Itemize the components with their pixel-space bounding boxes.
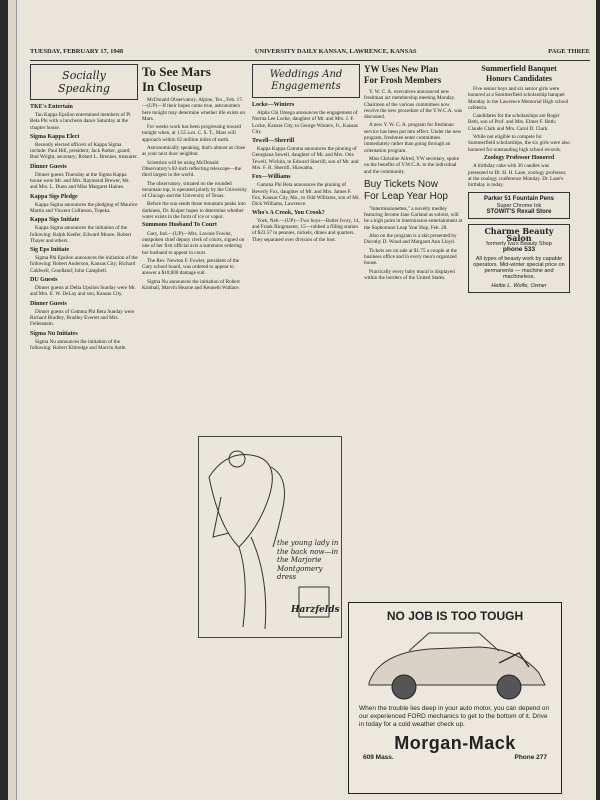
morgan-mack-contact: [349, 754, 561, 761]
crook-body: York, Neb.—(UP)—Two boys—Butler Ivory, 14, and Frank Ringmaster, 15—robbed a filling station of $23.57 in pennies, nickels, dimes and quarters. They separated over division of the loot.: [252, 217, 360, 243]
masthead: [30, 48, 590, 61]
socially-heading-line2: Speaking: [58, 82, 110, 95]
page-edge: [8, 0, 17, 800]
charme-ad: [468, 224, 570, 293]
society-item-body: Sigma Nu announces the initiation of the following: Robert Kittredge and Marvin Astle.: [30, 338, 127, 351]
zoology-body: A birthday cake with 36 candles was presented to Dr. H. H. Lane, zoology professor, at the zoology conference Monday. Dr. Lane's birthday is today.: [468, 163, 567, 189]
tickets-paragraph: Practically every baby mural is displayed within the borders of the United States.: [364, 268, 455, 281]
summerfield-paragraph: Five senior boys and six senior girls were honored at a Summerfield scholarship banquet Monday in the Lawrence Memorial High school cafeteria.: [468, 86, 569, 111]
society-item-body: Dinner guests at Delta Upsilon Sunday were Mr. and Mrs. E. W. DeLay and son, Kansas City.: [30, 285, 136, 298]
yw-paragraph: Y. W. C. A. executives announced new freshman act membership meeting Monday. Chairmen of the various committees now receive the new procedure of the Y.W.C.A. was discussed.: [364, 89, 463, 121]
masthead-title: UNIVERSITY DAILY KANSAN, LAWRENCE, KANSAS: [254, 48, 417, 55]
tickets-paragraph: Also on the program is a skit presented by Dorothy D. Wood and Margaret Ann Lloyd.: [364, 233, 457, 246]
yw-paragraph: A new Y. W. C. A. program for freshman service has been put into effect. Under the new program, freshmen enter committees immediately rather than going through an orientation program.: [364, 122, 462, 154]
tickets-paragraph: "Intermissionettes," a novelty medley featuring Jerome Jane Garland as soloist, will be a high point in intermission entertainment at the Sophomore Leap Year Hop, Feb. 28.: [364, 205, 463, 231]
column-society: [30, 64, 138, 794]
weddings-heading-line2: Engagements: [271, 81, 341, 92]
harzfelds-ad: [198, 436, 342, 638]
society-item-body: Tau Kappa Epsilon entertained members of Pi Beta Phi with a luncheon dance Saturday at the chapter house.: [30, 112, 131, 131]
newspaper-page: [8, 0, 596, 800]
summons-paragraph: The Rev. Newton F. Fowler, president of the Gary school board, was ordered to appear to answer a $10,000 damage suit.: [142, 257, 240, 277]
crook-headline: Who's A Crook, You Crook?: [252, 209, 325, 216]
tickets-headline: Buy Tickets Now For Leap Year Hop: [364, 178, 448, 202]
mars-paragraph: Astronomically speaking, that's almost as close as your next door neighbor.: [142, 145, 246, 158]
society-item-body: Dinner guests of Gamma Phi Beta Sunday were Richard Bradley, Bradley Everett and Mrs. Fellenstein.: [30, 308, 135, 328]
charme-ad-subtitle: formerly Iva's Beauty Shop: [486, 240, 552, 247]
charme-ad-title: Charme Beauty Salon: [484, 226, 554, 243]
socially-speaking-box: [30, 64, 138, 100]
summerfield-paragraph: Candidates for the scholarships are Roger Beth, son of Prof. and Mrs. Elmer F. Beth; Claude Clark and Mrs. Carol D. Clark.: [468, 113, 560, 132]
column-weddings: [252, 64, 360, 436]
society-item-body: Kappa Sigma announces the pledging of Maurice Martin and Vincent Collinson, Topeka.: [30, 201, 138, 214]
society-item-heading: Dinner Guests: [30, 163, 67, 170]
summons-paragraph: Sigma Nu announces the initiation of Robert Kimball, Marvin Hearne and Kenneth Wallace.: [142, 278, 240, 292]
charme-ad-owner: Hettie L. Wolfe, Owner: [491, 282, 547, 289]
yw-paragraph: Miss Christine Allred, YW secretary, spoke on the benefits of Y.W.C.A. to the individual and the community.: [364, 155, 459, 175]
column-mars: [142, 64, 248, 794]
wedding-item-heading: Locke—Winters: [252, 102, 295, 108]
parker-ad-line2: Super Chrome Ink: [496, 202, 542, 209]
society-item-heading: Kappa Sigs Initiate: [30, 217, 80, 224]
weddings-box: [252, 64, 360, 98]
society-item-heading: TKE's Entertain: [30, 104, 73, 110]
nojob-body: When the trouble lies deep in your auto motor, you can depend on our experienced FORD mechanics to get to the bottom of it. Drive in today for a cold weather check up.: [359, 705, 550, 728]
parker-ad-line1: Parker 51 Fountain Pens: [483, 196, 555, 203]
masthead-date: TUESDAY, FEBRUARY 17, 1948: [30, 48, 124, 55]
society-item-heading: Kappa Sigs Pledge: [30, 193, 78, 200]
harzfelds-tagline: the young lady in the back now—in the Marjorie Montgomery dress: [277, 539, 339, 581]
weddings-heading-line1: Weddings And: [269, 69, 343, 80]
mars-paragraph: The observatory, situated on the rounded mountain top, is operated jointly by the University of Chicago and the University of Texas.: [142, 180, 247, 200]
society-item-body: Kappa Sigma announces the initiation of the following: Ralph Keefer, Edward Moore, Robert Thayer and others.: [30, 225, 132, 244]
charme-ad-body: All types of beauty work by capable operators. Mid-winter special price on permanents — machine and machineless.: [473, 255, 565, 281]
mars-paragraph: Before the sun sends those mountain peaks into darkness, Dr. Kuiper hopes to determine whether water exists in the form of ice or vapor.: [142, 201, 246, 221]
summerfield-headline: Summerfield Banquet Honors Candidates: [481, 64, 557, 83]
column-yw: [364, 64, 464, 594]
society-item-body: Dinner guests Thursday at the Sigma Kappa house were Mr. and Mrs. Raymond Brewer, Mr. and Mrs. L. Dunn and Miss Margaret Haines.: [30, 171, 130, 191]
nojob-headline: NO JOB IS TOO TOUGH: [386, 609, 524, 623]
wedding-item-body: Alpha Chi Omega announces the engagement of Norma Lee Locke, daughter of Mr. and Mrs. J. F. Locke, Kansas City, to George Winters, Jr., Kansas City.: [252, 110, 358, 135]
wedding-item-body: Kappa Kappa Gamma announces the pinning of Georgiana Sewell, daughter of Mr. and Mrs. Otis Tewell, Wichita, to Edward Sherrill, son of Mr. and Mrs. F. R. Sherrill, Hiawatha.: [252, 146, 359, 172]
summons-headline: Summons Husband To Court: [142, 222, 217, 229]
masthead-page: PAGE THREE: [548, 48, 590, 55]
wedding-item-body: Gamma Phi Beta announces the pinning of Beverly Fox, daughter of Mr. and Mrs. James F. Fox, Kansas City, Mo., to Odd Williams, son of Mr. Dick Williams, Lawrence.: [252, 182, 360, 208]
summons-paragraph: Gary, Ind.—(UP)—Mrs. Lavone Fowler, outspoken chief deputy clerk of courts, signed on one of her first official acts a summons ordering her husband to appear in court.: [142, 230, 245, 256]
mars-paragraph: Scientists will be using McDonald Observatory's 82-inch reflecting telescope—the third largest in the world.: [142, 159, 242, 179]
parker-ad: [468, 192, 570, 219]
yw-headline: YW Uses New Plan For Frosh Members: [364, 64, 442, 85]
car-icon: [349, 623, 561, 705]
socially-heading-line1: Socially: [62, 69, 106, 82]
zoology-headline: Zoology Professor Honored: [483, 154, 555, 161]
tickets-paragraph: Tickets are on sale at $1.75 a couple at the business office and in every men's organized house.: [364, 247, 457, 267]
harzfelds-logo: Harzfelds: [291, 605, 340, 615]
mars-paragraph: For weeks work has been progressing toward tonight when, at 1:55 a.m. C. S. T., Mars will approach within 62 million miles of earth.: [142, 124, 241, 143]
column-lower-mid: [252, 640, 342, 790]
society-item-body: Recently elected officers of Kappa Sigma include: Paul Hill, president; Jack Parker, guard; Bud Wright, secretary; Robert L. Brenner, treasurer.: [30, 141, 138, 161]
society-item-heading: Sigma Kappa Elect: [30, 133, 80, 140]
morgan-mack-address: 609 Mass.: [363, 754, 394, 761]
morgan-mack-ad: [348, 602, 562, 794]
mars-headline: To See Mars In Closeup: [142, 64, 211, 94]
parker-ad-line3: STOWIT'S Rexall Store: [486, 209, 552, 216]
wedding-item-heading: Fox—Williams: [252, 174, 291, 181]
society-item-heading: Sigma Nu Initiates: [30, 330, 78, 337]
morgan-mack-logo: Morgan-Mack: [394, 733, 516, 753]
society-item-heading: DU Guests: [30, 277, 58, 284]
society-item-heading: Dinner Guests: [30, 300, 67, 307]
column-summerfield: [468, 64, 570, 604]
charme-ad-phone: phone 533: [502, 246, 536, 254]
summerfield-paragraph: While not eligible to compete for Summerfield scholarships, the six girls were also honored for outstanding high school records.: [468, 134, 570, 153]
morgan-mack-phone: Phone 277: [514, 754, 547, 761]
mars-dateline: McDonald Observatory, Alpine, Tex., Feb. 17.—(UP)—If their hopes come true, astronomers here tonight may determine whether life exists on Mars.: [142, 97, 245, 122]
society-item-body: Sigma Phi Epsilon announces the initiation of the following: Robert Anderson, Kansas City; Richard Caldwell, Goodland; John Campbell.: [30, 255, 138, 274]
society-item-heading: Sig Eps Initiate: [30, 247, 70, 254]
wedding-item-heading: Tewell—Sherrill: [252, 138, 295, 145]
